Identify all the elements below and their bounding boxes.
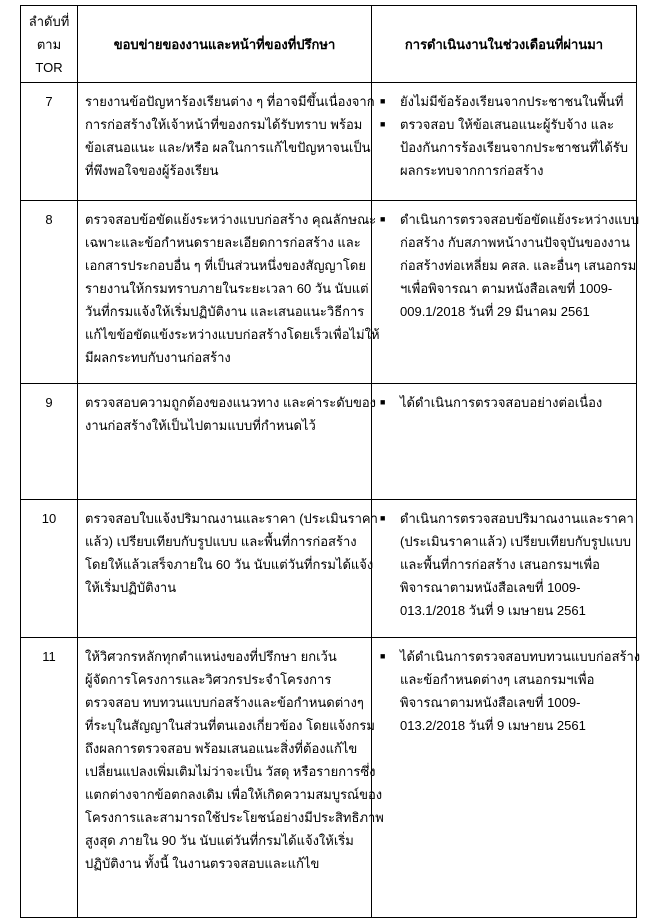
square-bullet-icon: ■ xyxy=(380,214,386,224)
progress-bullet-item xyxy=(380,391,632,414)
progress-bullet-item xyxy=(380,645,641,737)
progress-line: ฯเพื่อพิจารณา ตามหนังสือเลขที่ 1009- xyxy=(400,281,613,296)
description-line: แตกต่างจากข้อตกลงเดิม เพื่อให้เกิดความสมบูรณ์ของ xyxy=(85,787,383,802)
progress-line: และข้อกำหนดต่างๆ เสนอกรมฯเพื่อ xyxy=(400,672,595,687)
square-bullet-icon: ■ xyxy=(380,96,386,106)
square-bullet-icon: ■ xyxy=(380,119,386,129)
header-line: ลำดับที่ xyxy=(28,13,70,29)
description-line: ตรวจสอบความถูกต้องของแนวทาง และค่าระดับของ xyxy=(85,395,377,410)
progress-cell xyxy=(372,638,641,918)
scope-description xyxy=(78,83,375,201)
description-line: ให้วิศวกรหลักทุกตำแหน่งของที่ปรึกษา ยกเว้น xyxy=(85,649,337,664)
progress-line: และพื้นที่การก่อสร้าง เสนอกรมฯเพื่อ xyxy=(400,557,600,572)
square-bullet-icon: ■ xyxy=(380,397,386,407)
progress-line: พิจารณาตามหนังสือเลขที่ 1009- xyxy=(400,695,581,710)
tor-number: 9 xyxy=(21,384,78,500)
progress-line: ได้ดำเนินการตรวจสอบอย่างต่อเนื่อง xyxy=(400,395,603,410)
description-line: งานก่อสร้างให้เป็นไปตามแบบที่กำหนดไว้ xyxy=(85,418,316,433)
description-line: เปลี่ยนแปลงเพิ่มเติมไม่ว่าจะเป็น วัสดุ หรือรายการซึ่ง xyxy=(85,764,376,779)
progress-line: (ประเมินราคาแล้ว) เปรียบเทียบกับรูปแบบ xyxy=(400,534,631,549)
header-scope: ขอบข่ายของงานและหน้าที่ของที่ปรึกษา xyxy=(78,6,372,83)
description-line: ตรวจสอบ ทบทวนแบบก่อสร้างและข้อกำหนดต่างๆ xyxy=(85,695,364,710)
description-line: ที่พึงพอใจของผู้ร้องเรียน xyxy=(85,163,219,178)
description-line: มีผลกระทบกับงานก่อสร้าง xyxy=(85,350,231,365)
description-line: ปฏิบัติงาน ทั้งนี้ ในงานตรวจสอบและแก้ไข xyxy=(85,856,320,871)
progress-cell xyxy=(372,384,637,500)
description-line: ตรวจสอบใบแจ้งปริมาณงานและราคา (ประเมินราคา xyxy=(85,511,378,526)
scope-description xyxy=(78,384,377,500)
progress-bullet-item xyxy=(380,507,632,622)
description-line: เอกสารประกอบอื่น ๆ ที่เป็นส่วนหนึ่งของสัญญาโดย xyxy=(85,258,366,273)
description-line: โครงการและสามารถใช้ประโยชน์อย่างมีประสิทธิภาพ xyxy=(85,810,384,825)
progress-bullet-item xyxy=(380,208,640,323)
scope-description xyxy=(78,201,380,384)
square-bullet-icon: ■ xyxy=(380,513,386,523)
progress-line: ผลกระทบจากการก่อสร้าง xyxy=(400,163,544,178)
table-row xyxy=(21,500,637,638)
description-line: วันที่กรมแจ้งให้เริ่มปฏิบัติงาน และเสนอแนะวิธีการ xyxy=(85,304,365,319)
tor-number: 7 xyxy=(21,83,78,201)
description-line: การก่อสร้างให้เจ้าหน้าที่ของกรมได้รับทราบ พร้อม xyxy=(85,117,363,132)
description-line: ให้เริ่มปฏิบัติงาน xyxy=(85,580,177,595)
header-tor-number xyxy=(21,6,78,83)
description-line: รายงานข้อปัญหาร้องเรียนต่าง ๆ ที่อาจมีขึ้นเนื่องจาก xyxy=(85,94,375,109)
description-line: แก้ไขข้อขัดแข้งระหว่างแบบก่อสร้างโดยเร็วเพื่อไม่ให้ xyxy=(85,327,380,342)
progress-line: ป้องกันการร้องเรียนจากประชาชนที่ได้รับ xyxy=(400,140,629,155)
progress-cell xyxy=(372,201,640,384)
description-line: รายงานให้กรมทราบภายในระยะเวลา 60 วัน นับแต่ xyxy=(85,281,369,296)
progress-bullet-item xyxy=(380,113,632,182)
description-line: เฉพาะและข้อกำหนดรายละเอียดการก่อสร้าง และ xyxy=(85,235,361,250)
table-row xyxy=(21,638,637,918)
scope-description xyxy=(78,500,378,638)
progress-line: พิจารณาตามหนังสือเลขที่ 1009- xyxy=(400,580,581,595)
progress-bullet-item xyxy=(380,90,632,113)
tor-number: 11 xyxy=(21,638,78,918)
table-row xyxy=(21,83,637,201)
description-line: แล้ว) เปรียบเทียบกับรูปแบบ และพื้นที่การก่อสร้าง xyxy=(85,534,357,549)
table-row xyxy=(21,384,637,500)
description-line: ข้อเสนอแนะ และ/หรือ ผลในการแก้ไขปัญหาจนเป็น xyxy=(85,140,371,155)
progress-line: 009.1/2018 วันที่ 29 มีนาคม 2561 xyxy=(400,304,590,319)
progress-line: ดำเนินการตรวจสอบข้อขัดแย้งระหว่างแบบ xyxy=(400,212,640,227)
progress-line: 013.2/2018 วันที่ 9 เมษายน 2561 xyxy=(400,718,586,733)
description-line: ผู้จัดการโครงการและวิศวกรประจำโครงการ xyxy=(85,672,332,687)
progress-text xyxy=(400,113,628,182)
scope-description xyxy=(78,638,384,918)
header-progress: การดำเนินงานในช่วงเดือนที่ผ่านมา xyxy=(372,6,637,83)
progress-text xyxy=(400,645,640,737)
table-row xyxy=(21,201,637,384)
progress-line: ยังไม่มีข้อร้องเรียนจากประชาชนในพื้นที่ xyxy=(400,94,624,109)
tor-number: 10 xyxy=(21,500,78,638)
description-line: ที่ระบุในสัญญาในส่วนที่ตนเองเกี่ยวข้อง โดยแจ้งกรม xyxy=(85,718,375,733)
progress-text xyxy=(400,208,639,323)
progress-text xyxy=(400,507,634,622)
description-line: ถึงผลการตรวจสอบ พร้อมเสนอแนะสิ่งที่ต้องแก้ไข xyxy=(85,741,358,756)
progress-line: ได้ดำเนินการตรวจสอบทบทวนแบบก่อสร้าง xyxy=(400,649,641,664)
progress-line: 013.1/2018 วันที่ 9 เมษายน 2561 xyxy=(400,603,586,618)
table-header-row xyxy=(21,6,637,83)
progress-line: ก่อสร้างท่อเหลี่ยม คสล. และอื่นๆ เสนอกรม xyxy=(400,258,637,273)
square-bullet-icon: ■ xyxy=(380,651,386,661)
header-line: ตาม xyxy=(36,36,62,52)
progress-cell xyxy=(372,83,637,201)
description-line: สูงสุด ภายใน 90 วัน นับแต่วันที่กรมได้แจ้งให้เริ่ม xyxy=(85,833,354,848)
progress-line: ก่อสร้าง กับสภาพหน้างานปัจจุบันของงาน xyxy=(400,235,630,250)
progress-table xyxy=(20,5,641,918)
description-line: ตรวจสอบข้อขัดแย้งระหว่างแบบก่อสร้าง คุณลักษณะ xyxy=(85,212,377,227)
description-line: โดยให้แล้วเสร็จภายใน 60 วัน นับแต่วันที่กรมได้แจ้ง xyxy=(85,557,374,572)
progress-line: ตรวจสอบ ให้ข้อเสนอแนะผู้รับจ้าง และ xyxy=(400,117,614,132)
progress-cell xyxy=(372,500,637,638)
progress-line: ดำเนินการตรวจสอบปริมาณงานและราคา xyxy=(400,511,634,526)
tor-number: 8 xyxy=(21,201,78,384)
progress-text xyxy=(400,90,624,113)
progress-text xyxy=(400,391,602,414)
header-line: TOR xyxy=(35,59,63,75)
